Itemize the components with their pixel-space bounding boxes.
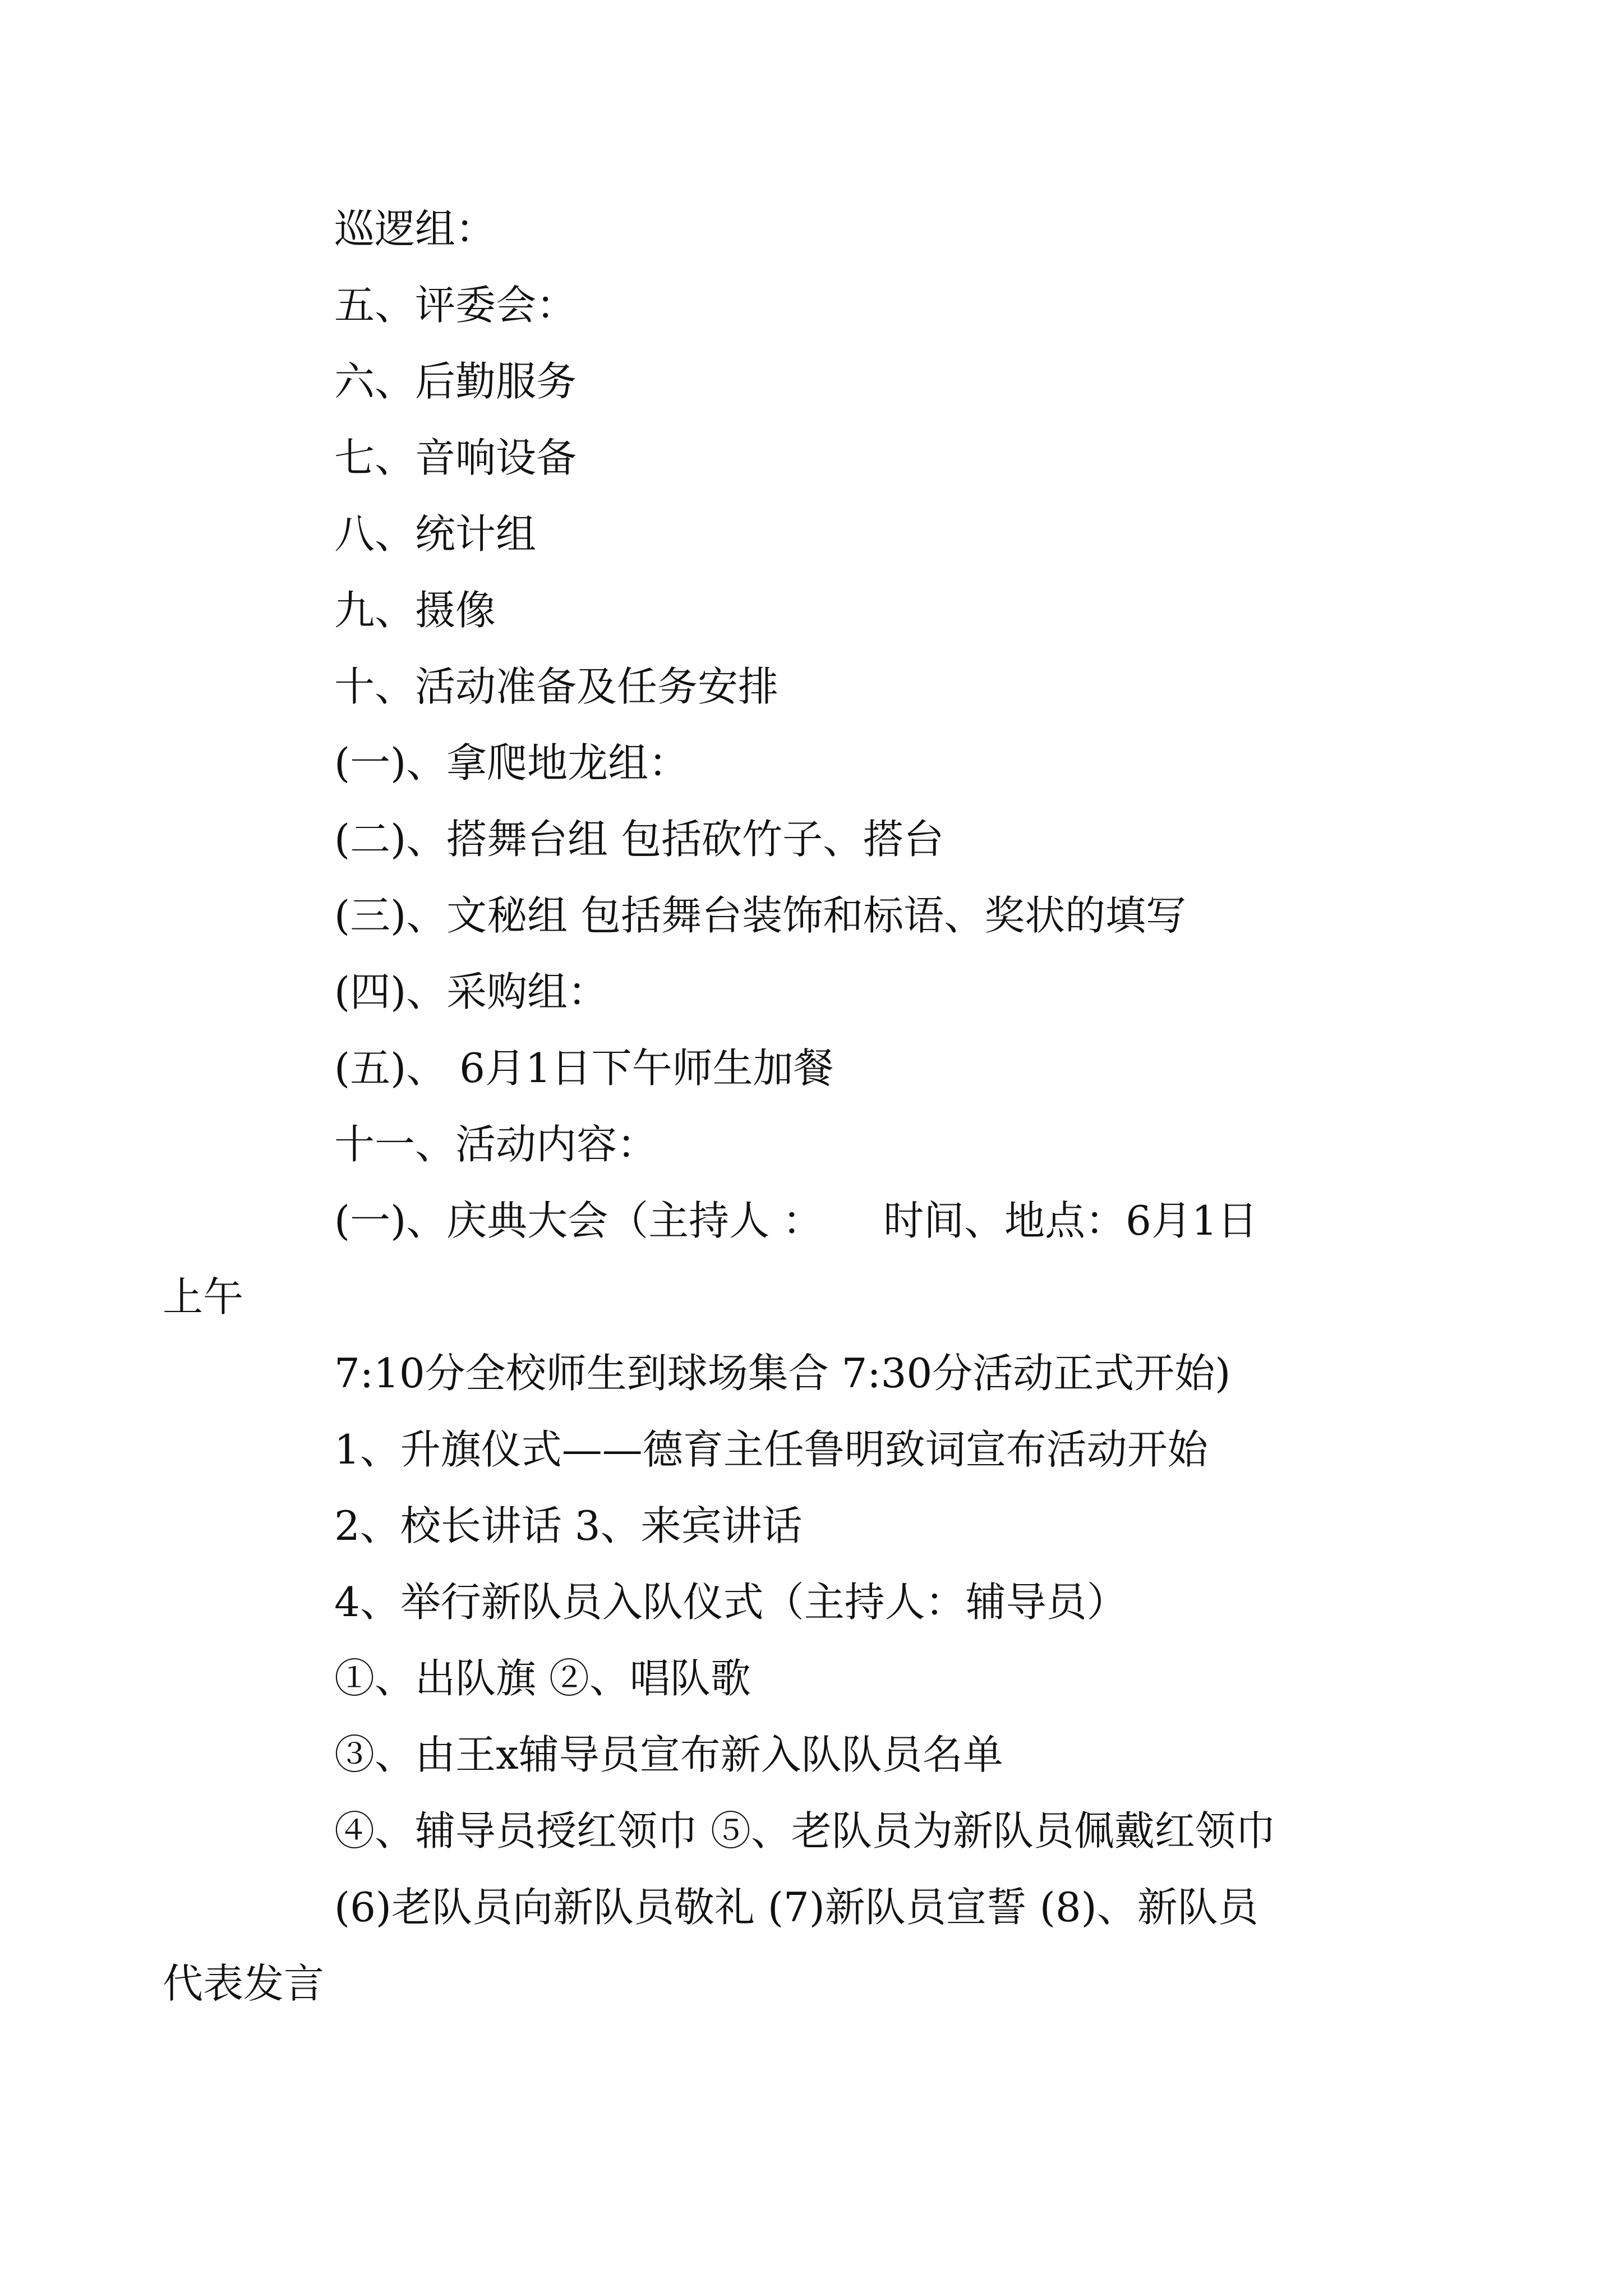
text-line-induction-6: (6)老队员向新队员敬礼 (7)新队员宣誓 (8)、新队员 bbox=[334, 1884, 1258, 1931]
text-line-prep-5: (五)、 6月1日下午师生加餐 bbox=[334, 1045, 834, 1092]
text-line-video: 九、摄像 bbox=[334, 587, 496, 634]
text-line-speeches: 2、校长讲话 3、来宾讲话 bbox=[334, 1502, 803, 1549]
text-line-preparation: 十、活动准备及任务安排 bbox=[334, 663, 779, 710]
text-line-prep-3: (三)、文秘组 包括舞台装饰和标语、奖状的填写 bbox=[334, 892, 1187, 939]
text-line-ceremony-cont: 上午 bbox=[163, 1273, 244, 1320]
text-line-flag: 1、升旗仪式——德育主任鲁明致词宣布活动开始 bbox=[334, 1426, 1208, 1473]
text-line-schedule: 7:10分全校师生到球场集合 7:30分活动正式开始) bbox=[334, 1350, 1231, 1397]
text-line-logistics: 六、后勤服务 bbox=[334, 358, 577, 405]
text-line-induction-cont: 代表发言 bbox=[163, 1960, 325, 2007]
text-line-ceremony: (一)、庆典大会（主持人 ： 时间、地点：6月1日 bbox=[334, 1197, 1258, 1244]
text-line-statistics: 八、统计组 bbox=[334, 510, 537, 558]
document-body bbox=[163, 191, 1385, 2022]
text-line-induction: 4、举行新队员入队仪式（主持人：辅导员） bbox=[334, 1579, 1127, 1626]
text-line-induction-4: ④、辅导员授红领巾 ⑤、老队员为新队员佩戴红领巾 bbox=[334, 1807, 1276, 1855]
text-line-induction-1: ①、出队旗 ②、唱队歌 bbox=[334, 1655, 751, 1702]
text-line-prep-2: (二)、搭舞台组 包括砍竹子、搭台 bbox=[334, 816, 944, 863]
text-line-patrol-group: 巡逻组： bbox=[334, 205, 496, 252]
text-line-prep-1: (一)、拿爬地龙组： bbox=[334, 739, 689, 786]
text-line-audio: 七、音响设备 bbox=[334, 434, 577, 481]
text-line-activity-content: 十一、活动内容： bbox=[334, 1121, 658, 1168]
text-line-prep-4: (四)、采购组： bbox=[334, 968, 608, 1015]
text-line-induction-3: ③、由王x辅导员宣布新入队队员名单 bbox=[334, 1731, 1003, 1778]
text-line-judges: 五、评委会： bbox=[334, 282, 577, 329]
